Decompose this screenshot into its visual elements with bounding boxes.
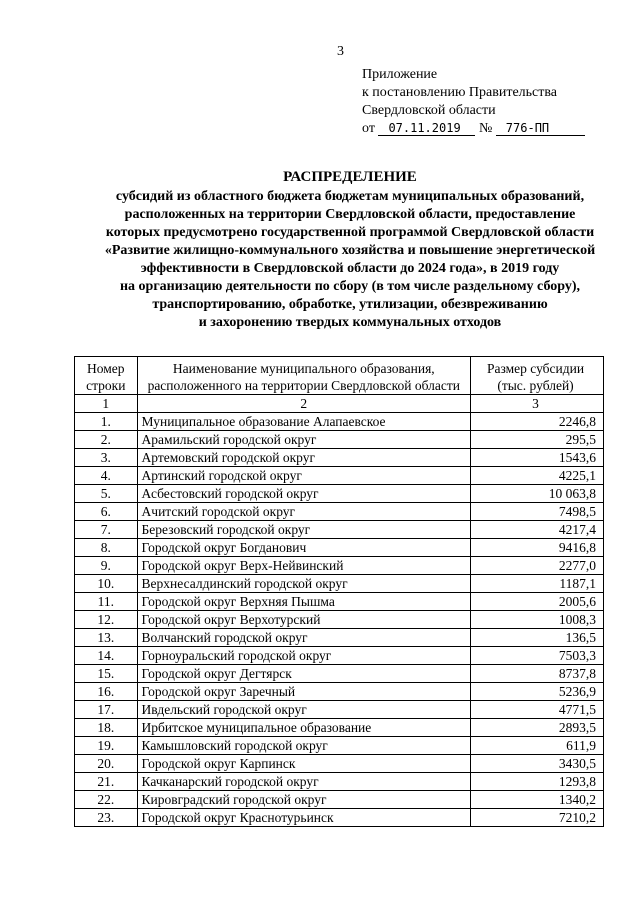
municipality-name: Ирбитское муниципальное образование bbox=[137, 719, 471, 737]
municipality-name: Ачитский городской округ bbox=[137, 503, 471, 521]
municipality-name: Артинский городской округ bbox=[137, 467, 471, 485]
subsidy-amount: 7210,2 bbox=[471, 809, 604, 827]
title-line: которых предусмотрено государственной программой Свердловской области bbox=[105, 225, 595, 240]
municipality-name: Горноуральский городской округ bbox=[137, 647, 471, 665]
municipality-name: Березовский городской округ bbox=[137, 521, 471, 539]
row-number: 4. bbox=[75, 467, 138, 485]
subsidy-amount: 4217,4 bbox=[471, 521, 604, 539]
column-index: 3 bbox=[471, 395, 604, 413]
row-number: 8. bbox=[75, 539, 138, 557]
municipality-name: Городской округ Заречный bbox=[137, 683, 471, 701]
row-number: 20. bbox=[75, 755, 138, 773]
table-row bbox=[75, 773, 604, 791]
subsidy-amount: 1293,8 bbox=[471, 773, 604, 791]
subsidy-amount: 1340,2 bbox=[471, 791, 604, 809]
subsidy-amount: 136,5 bbox=[471, 629, 604, 647]
table-row bbox=[75, 737, 604, 755]
subsidy-amount: 611,9 bbox=[471, 737, 604, 755]
subsidy-amount: 8737,8 bbox=[471, 665, 604, 683]
table-row bbox=[75, 755, 604, 773]
decree-number: 776-ПП bbox=[496, 121, 585, 136]
row-number: 7. bbox=[75, 521, 138, 539]
table-row bbox=[75, 521, 604, 539]
row-number: 6. bbox=[75, 503, 138, 521]
municipality-name: Кировградский городской округ bbox=[137, 791, 471, 809]
row-number: 16. bbox=[75, 683, 138, 701]
column-index: 1 bbox=[75, 395, 138, 413]
municipality-name: Городской округ Дегтярск bbox=[137, 665, 471, 683]
subsidy-amount: 2893,5 bbox=[471, 719, 604, 737]
table-row bbox=[75, 539, 604, 557]
row-number: 12. bbox=[75, 611, 138, 629]
subsidy-amount: 2246,8 bbox=[471, 413, 604, 431]
subsidy-amount: 3430,5 bbox=[471, 755, 604, 773]
row-number: 13. bbox=[75, 629, 138, 647]
title-line: на организацию деятельности по сбору (в том числе раздельному сбору), bbox=[119, 279, 581, 294]
table-row bbox=[75, 413, 604, 431]
page-number: 3 bbox=[337, 44, 344, 59]
table-row bbox=[75, 485, 604, 503]
table-row bbox=[75, 449, 604, 467]
municipality-name: Артемовский городской округ bbox=[137, 449, 471, 467]
row-number: 3. bbox=[75, 449, 138, 467]
municipality-name: Качканарский городской округ bbox=[137, 773, 471, 791]
column-index: 2 bbox=[137, 395, 471, 413]
subsidy-amount: 1187,1 bbox=[471, 575, 604, 593]
municipality-name: Городской округ Верхняя Пышма bbox=[137, 593, 471, 611]
subsidy-table bbox=[74, 356, 604, 827]
municipality-name: Ивдельский городской округ bbox=[137, 701, 471, 719]
subsidy-amount: 9416,8 bbox=[471, 539, 604, 557]
table-header-row bbox=[75, 357, 604, 395]
table-row bbox=[75, 683, 604, 701]
municipality-name: Городской округ Карпинск bbox=[137, 755, 471, 773]
municipality-name: Городской округ Краснотурьинск bbox=[137, 809, 471, 827]
row-number: 15. bbox=[75, 665, 138, 683]
appendix-decree-line: к постановлению Правительства bbox=[362, 85, 558, 100]
decree-date: 07.11.2019 bbox=[378, 121, 475, 136]
table-body bbox=[75, 395, 604, 827]
row-number: 23. bbox=[75, 809, 138, 827]
column-index-row bbox=[75, 395, 604, 413]
row-number: 10. bbox=[75, 575, 138, 593]
title-line: транспортированию, обработке, утилизации, обезвреживанию bbox=[152, 297, 548, 312]
subsidy-amount: 7498,5 bbox=[471, 503, 604, 521]
row-number: 9. bbox=[75, 557, 138, 575]
header-municipality: Наименование муниципального образования, расположенного на территории Свердловской области bbox=[137, 357, 471, 395]
subsidy-amount: 4225,1 bbox=[471, 467, 604, 485]
row-number: 18. bbox=[75, 719, 138, 737]
table-row bbox=[75, 431, 604, 449]
municipality-name: Верхнесалдинский городской округ bbox=[137, 575, 471, 593]
row-number: 2. bbox=[75, 431, 138, 449]
municipality-name: Городской округ Богданович bbox=[137, 539, 471, 557]
title-line: и захоронению твердых коммунальных отходов bbox=[198, 315, 502, 330]
municipality-name: Городской округ Верх-Нейвинский bbox=[137, 557, 471, 575]
number-sign: № bbox=[478, 121, 493, 136]
municipality-name: Муниципальное образование Алапаевское bbox=[137, 413, 471, 431]
row-number: 21. bbox=[75, 773, 138, 791]
table-row bbox=[75, 791, 604, 809]
municipality-name: Асбестовский городской округ bbox=[137, 485, 471, 503]
document-title bbox=[60, 168, 640, 332]
table-row bbox=[75, 467, 604, 485]
subsidy-amount: 4771,5 bbox=[471, 701, 604, 719]
table-row bbox=[75, 719, 604, 737]
appendix-region-line: Свердловской области bbox=[362, 103, 496, 118]
decree-reference bbox=[362, 120, 585, 138]
appendix-title: Приложение bbox=[362, 67, 438, 82]
subsidy-amount: 2005,6 bbox=[471, 593, 604, 611]
row-number: 22. bbox=[75, 791, 138, 809]
table-row bbox=[75, 503, 604, 521]
from-label: от bbox=[362, 121, 375, 136]
table-row bbox=[75, 557, 604, 575]
subsidy-amount: 1008,3 bbox=[471, 611, 604, 629]
title-line: «Развитие жилищно-коммунального хозяйства и повышение энергетической bbox=[104, 243, 596, 258]
title-line: расположенных на территории Свердловской области, предоставление bbox=[124, 207, 576, 222]
row-number: 5. bbox=[75, 485, 138, 503]
municipality-name: Арамильский городской округ bbox=[137, 431, 471, 449]
subsidy-amount: 5236,9 bbox=[471, 683, 604, 701]
header-row-number: Номер строки bbox=[75, 357, 138, 395]
table-row bbox=[75, 575, 604, 593]
row-number: 17. bbox=[75, 701, 138, 719]
row-number: 1. bbox=[75, 413, 138, 431]
subsidy-amount: 7503,3 bbox=[471, 647, 604, 665]
row-number: 14. bbox=[75, 647, 138, 665]
municipality-name: Камышловский городской округ bbox=[137, 737, 471, 755]
subsidy-amount: 1543,6 bbox=[471, 449, 604, 467]
table-row bbox=[75, 665, 604, 683]
municipality-name: Городской округ Верхотурский bbox=[137, 611, 471, 629]
title-line: субсидий из областного бюджета бюджетам муниципальных образований, bbox=[115, 189, 585, 204]
table-row bbox=[75, 629, 604, 647]
table-row bbox=[75, 809, 604, 827]
table-row bbox=[75, 593, 604, 611]
title-line: эффективности в Свердловской области до 2024 года», в 2019 году bbox=[140, 261, 560, 276]
header-subsidy-amount: Размер субсидии (тыс. рублей) bbox=[471, 357, 604, 395]
appendix-block bbox=[362, 66, 585, 138]
subsidy-amount: 10 063,8 bbox=[471, 485, 604, 503]
subsidy-amount: 295,5 bbox=[471, 431, 604, 449]
subsidy-amount: 2277,0 bbox=[471, 557, 604, 575]
municipality-name: Волчанский городской округ bbox=[137, 629, 471, 647]
table-row bbox=[75, 611, 604, 629]
row-number: 11. bbox=[75, 593, 138, 611]
table-row bbox=[75, 647, 604, 665]
table-row bbox=[75, 701, 604, 719]
title-heading: РАСПРЕДЕЛЕНИЕ bbox=[283, 169, 417, 185]
row-number: 19. bbox=[75, 737, 138, 755]
